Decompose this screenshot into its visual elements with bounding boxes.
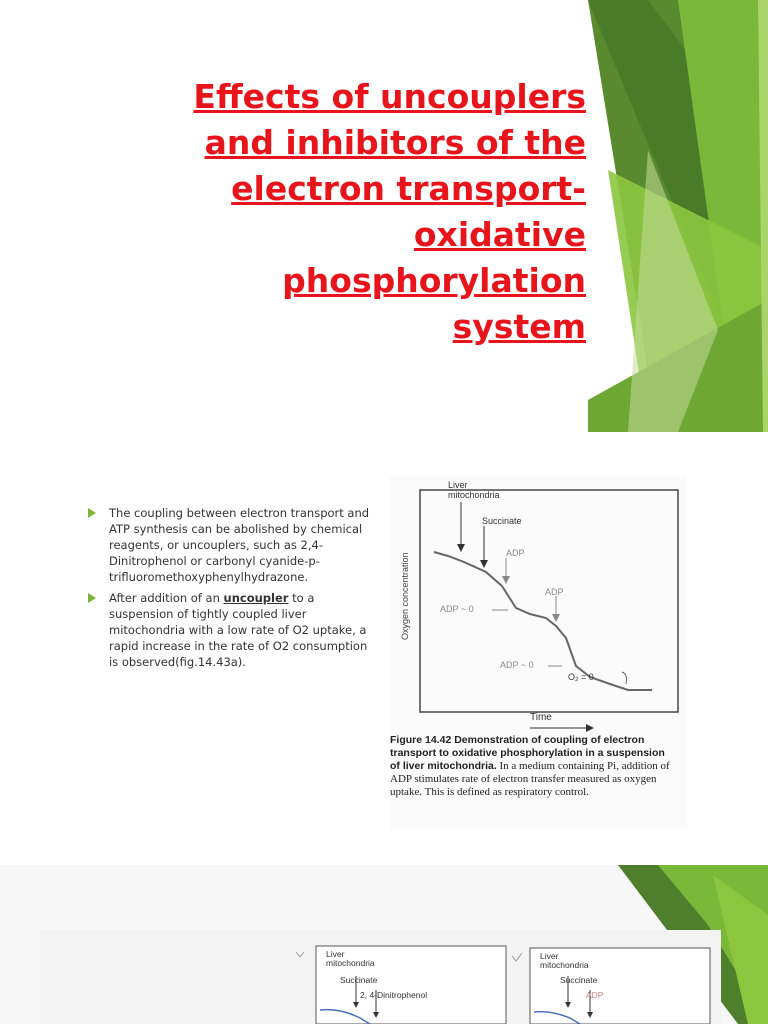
figure-slide <box>0 865 768 1024</box>
liver-mitochondria-label: Liver mitochondria <box>448 480 500 500</box>
x-axis-label: Time <box>530 712 552 723</box>
panel-b-succinate-label: Succinate <box>560 975 598 985</box>
title-slide <box>0 0 768 432</box>
panel-a-liver-label: Liver mitochondria <box>326 949 375 968</box>
bullet-text: The coupling between electron transport and ATP synthesis can be abolished by chemical reagents, or uncouplers, such as 2,4- Dinitrophenol or carbonyl cyanide-p-trifluoromethoxyphenylhydrazone. <box>109 506 370 584</box>
content-slide <box>0 432 768 865</box>
caption-text: In a medium containing Pi, addition of ADP stimulates rate of electron transfer measured as oxygen uptake. This is defined as respiratory control. <box>390 760 670 798</box>
oxygen-uptake-figure <box>390 476 687 829</box>
adp-label-1: ADP <box>506 548 525 558</box>
figure-plot <box>390 476 687 736</box>
o2-zero-label: O₂ = 0 <box>568 672 594 682</box>
adp-zero-label-1: ADP ~ 0 <box>440 604 474 614</box>
panel-a-succinate-label: Succinate <box>340 975 378 985</box>
bullet-list <box>88 505 380 675</box>
triangle-bullet-icon <box>88 593 96 603</box>
y-axis-label: Oxygen concentration <box>400 552 410 640</box>
scanned-figure-plot <box>40 930 721 1024</box>
succinate-label: Succinate <box>482 516 522 526</box>
bullet-text-after: to a suspension of tightly coupled liver mitochondria with a low rate of O2 uptake, a rapid increase in the rate of O2 consumption is observed(fig.14.43a). <box>109 591 368 669</box>
adp-zero-label-2: ADP ~ 0 <box>500 660 534 670</box>
bullet-text-before: After addition of an <box>109 591 224 605</box>
panel-b-reagent-label: ADP <box>586 990 604 1000</box>
figure-caption <box>390 734 672 799</box>
green-shapes-decoration <box>588 0 768 432</box>
scanned-figure <box>40 930 721 1024</box>
adp-label-2: ADP <box>545 587 564 597</box>
bullet-item <box>88 505 380 585</box>
triangle-bullet-icon <box>88 508 96 518</box>
bullet-item <box>88 590 380 670</box>
panel-a-reagent-label: 2, 4-Dinitrophenol <box>360 990 428 1000</box>
panel-b-liver-label: Liver mitochondria <box>540 951 589 970</box>
bullet-emphasis: uncoupler <box>223 591 289 605</box>
caption-bold: Figure 14.42 Demonstration of coupling of electron transport to oxidative phosphorylation in a suspension of liver mitochondria. <box>390 734 665 772</box>
slide-title: Effects of uncouplers and inhibitors of the electron transport-oxidative phosphorylation system <box>193 77 586 346</box>
